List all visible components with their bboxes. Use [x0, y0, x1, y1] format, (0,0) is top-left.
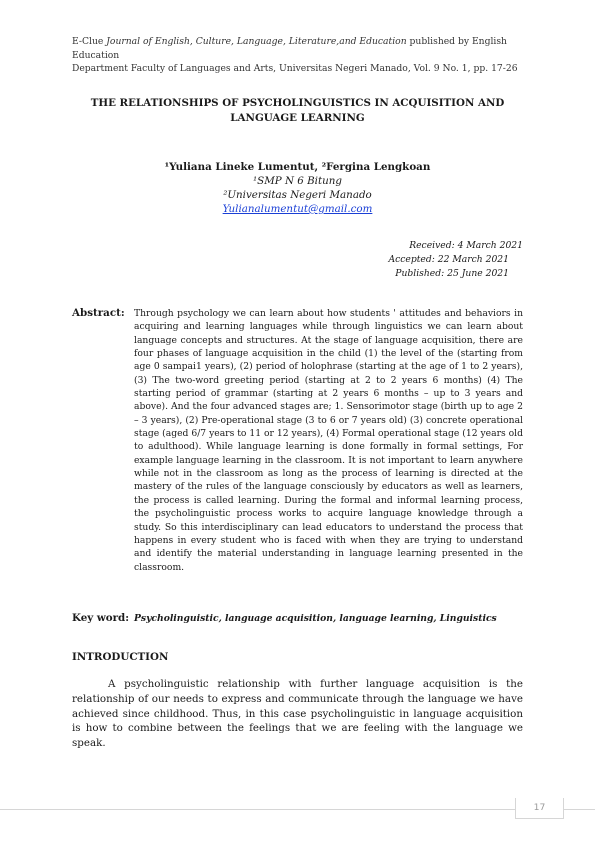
page-number-box — [515, 798, 564, 819]
introduction-paragraph: A psycholinguistic relationship with further language acquisition is the relationship of our needs to express and communicate through the language we have achieved since childhood. Thus, in this case psycholinguistic in language acquisition is how to combine between the feelings that we are feeling with the language we speak. — [72, 678, 523, 750]
keywords-text: Psycholinguistic, language acquisition, language learning, Linguistics — [134, 613, 497, 624]
header-suffix: published by English Education — [72, 36, 507, 61]
paper-title — [72, 96, 523, 126]
abstract-text: Through psychology we can learn about how students ' attitudes and behaviors in acquiring and learning languages while through linguistics we can learn about language concepts and structures. At the stage of language acquisition, there are four phases of language acquisition in the child (1) the level of the (starting from age 0 sampai1 years), (2) period of holophrase (starting at the age of 1 to 2 years), (3) The two-word greeting period (starting at 2 to 2 years 6 months) (4) The starting period of grammar (starting at 2 years 6 months – up to 3 years and above). And the four advanced stages are; 1. Sensorimotor stage (birth up to age 2 – 3 years), (2) Pre-operational stage (3 to 6 or 7 years old) (3) concrete operational stage (aged 6/7 years to 11 or 12 years), (4) Formal operational stage (12 years old to adulthood). While language learning is done formally in formal settings, For example language learning in the classroom. It is not important to learn anywhere while not in the classroom as long as the process of learning is directed at the mastery of the rules of the language consciously by educators as well as learners, the process is called learning. During the formal and informal learning process, the psycholinguistic process works to acquire language knowledge through a study. So this interdisciplinary can lead educators to understand the process that happens in every student who is faced with when they are trying to understand and identify the material understanding in language learning presented in the classroom. — [134, 308, 523, 573]
footer-divider — [0, 809, 595, 810]
date-block — [388, 239, 523, 281]
header-line-2: Department Faculty of Languages and Arts, Universitas Negeri Manado, Vol. 9 No. 1, pp. 17-26 — [72, 63, 518, 74]
affiliation-1: ¹SMP N 6 Bitung — [253, 175, 342, 187]
author-block — [72, 160, 523, 216]
accepted-date: Accepted: 22 March 2021 — [388, 254, 509, 265]
running-header — [72, 35, 524, 76]
author-names: ¹Yuliana Lineke Lumentut, ²Fergina Lengkoan — [164, 161, 431, 173]
received-date: Received: 4 March 2021 — [409, 240, 523, 251]
header-line-1 — [72, 35, 524, 62]
keywords-label: Key word: — [72, 612, 129, 624]
abstract-label: Abstract: — [72, 307, 125, 319]
introduction-heading: INTRODUCTION — [72, 651, 169, 663]
header-prefix: E-Clue — [72, 36, 107, 47]
page-number: 17 — [533, 802, 546, 813]
title-line-1: THE RELATIONSHIPS OF PSYCHOLINGUISTICS IN ACQUISITION AND — [90, 97, 505, 109]
affiliation-2: ²Universitas Negeri Manado — [223, 189, 372, 201]
published-date: Published: 25 June 2021 — [395, 268, 509, 279]
journal-name: Journal of English, Culture, Language, Literature,and Education — [106, 36, 407, 47]
title-line-2: LANGUAGE LEARNING — [230, 112, 365, 124]
author-email-link[interactable]: Yulianalumentut@gmail.com — [222, 203, 373, 215]
